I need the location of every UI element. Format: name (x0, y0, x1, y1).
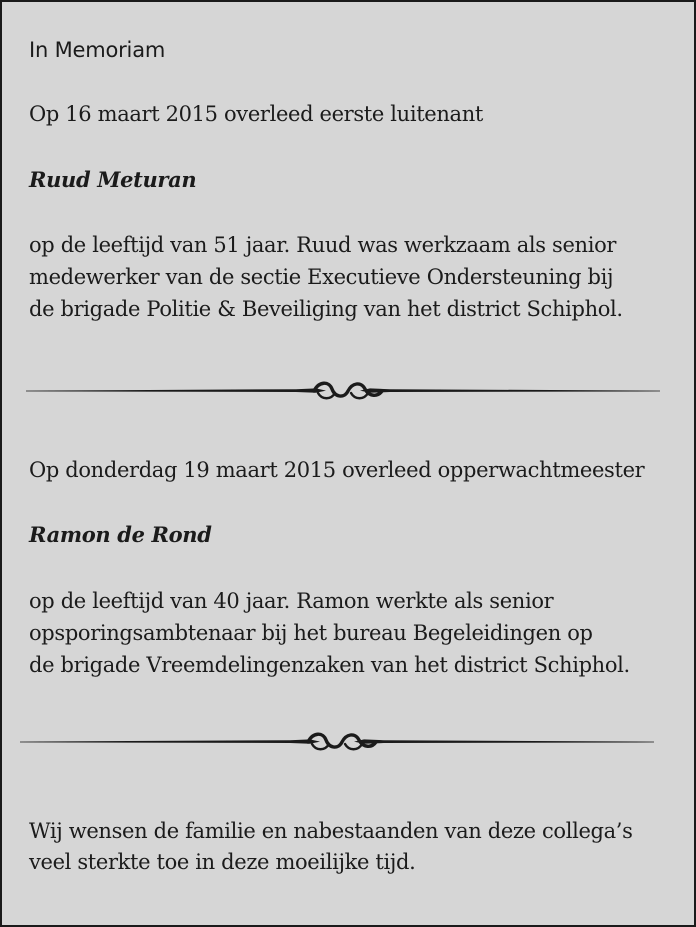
entry-detail-line: medewerker van de sectie Executieve Ondersteuning bij (29, 265, 614, 289)
deceased-name: Ruud Meturan (29, 167, 197, 192)
ornamental-divider (26, 378, 660, 404)
closing-line: Wij wensen de familie en nabestaanden van deze collega’s (29, 819, 633, 843)
deceased-name: Ramon de Rond (29, 522, 212, 547)
entry-detail-line: de brigade Vreemdelingenzaken van het district Schiphol. (29, 653, 630, 677)
entry-detail-line: op de leeftijd van 40 jaar. Ramon werkte als senior (29, 589, 554, 613)
entry-intro: Op donderdag 19 maart 2015 overleed opperwachtmeester (29, 458, 645, 482)
entry-detail-line: opsporingsambtenaar bij het bureau Begeleidingen op (29, 621, 593, 645)
entry-intro: Op 16 maart 2015 overleed eerste luitenant (29, 102, 483, 126)
closing-line: veel sterkte toe in deze moeilijke tijd. (29, 850, 416, 874)
entry-detail-line: de brigade Politie & Beveiliging van het district Schiphol. (29, 297, 623, 321)
notice-heading: In Memoriam (29, 38, 166, 62)
ornamental-divider (20, 729, 654, 755)
entry-detail-line: op de leeftijd van 51 jaar. Ruud was werkzaam als senior (29, 233, 617, 257)
